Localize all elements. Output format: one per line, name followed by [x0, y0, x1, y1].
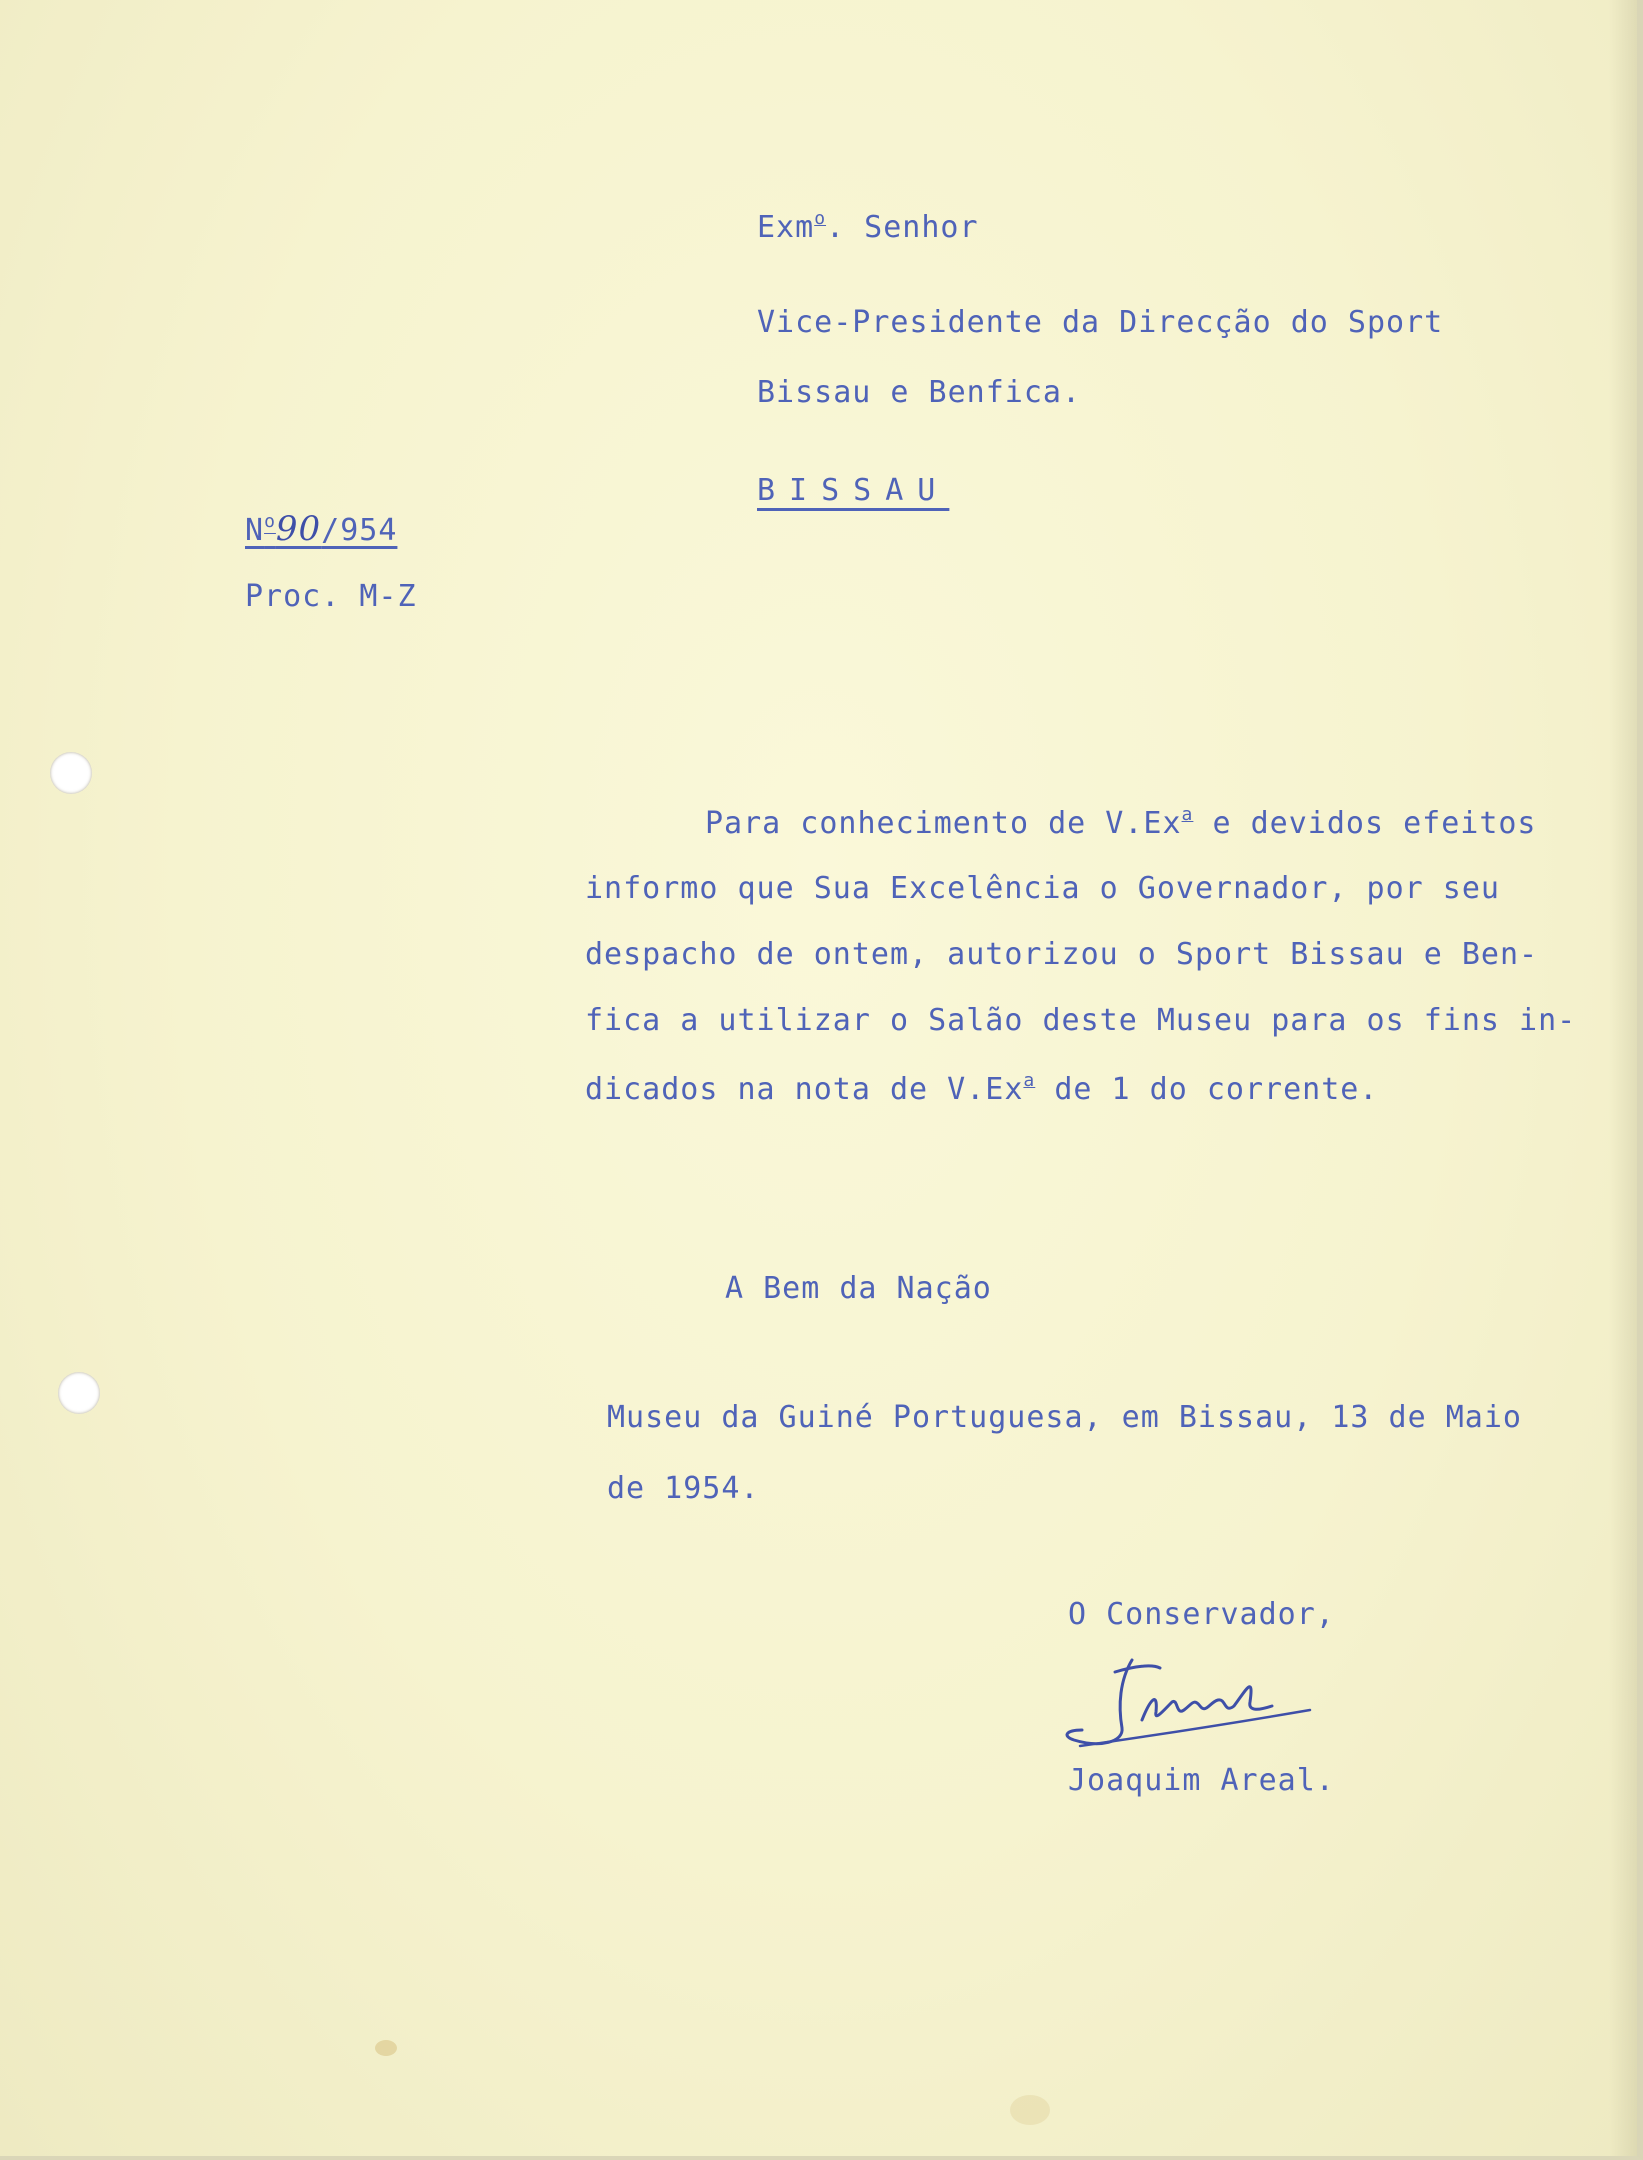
body-line-5: [585, 1072, 1378, 1105]
place-date-line-1: Museu da Guiné Portuguesa, em Bissau, 13 de Maio: [607, 1400, 1522, 1435]
recipient-city: BISSAU: [757, 473, 950, 508]
paper-stain: [1010, 2095, 1050, 2125]
signer-title: O Conservador,: [1068, 1597, 1335, 1632]
body-line-1-superscript: a: [1181, 804, 1194, 825]
body-line-1-a: Para conhecimento de V.Ex: [705, 806, 1182, 841]
body-line-5-a: dicados na nota de V.Ex: [585, 1072, 1024, 1107]
salutation: [757, 210, 979, 243]
paper-stain: [375, 2040, 397, 2056]
signer-name: Joaquim Areal.: [1068, 1763, 1335, 1798]
reference-number-prefix: N: [245, 513, 265, 548]
reference-number-suffix: /954: [321, 513, 398, 548]
salutation-suffix: . Senhor: [826, 210, 979, 245]
reference-number: [245, 509, 398, 549]
reference-number-superscript: o: [264, 511, 276, 532]
salutation-superscript: o: [814, 208, 827, 229]
handwritten-signature: [1060, 1650, 1320, 1760]
process-reference: Proc. M-Z: [245, 579, 417, 614]
salutation-prefix: Exm: [757, 210, 815, 245]
recipient-title-line-1: Vice-Presidente da Direcção do Sport: [757, 305, 1444, 340]
body-line-4: fica a utilizar o Salão deste Museu para os fins in-: [585, 1003, 1577, 1038]
body-line-3: despacho de ontem, autorizou o Sport Bissau e Ben-: [585, 937, 1539, 972]
body-line-2: informo que Sua Excelência o Governador, por seu: [585, 871, 1500, 906]
punch-hole-bottom: [58, 1372, 100, 1414]
body-line-5-superscript: a: [1023, 1070, 1036, 1091]
body-line-5-b: de 1 do corrente.: [1035, 1072, 1379, 1107]
recipient-title-line-2: Bissau e Benfica.: [757, 375, 1082, 410]
place-date-line-2: de 1954.: [607, 1471, 760, 1506]
body-line-1-b: e devidos efeitos: [1193, 806, 1537, 841]
body-line-1: [705, 806, 1537, 839]
closing-motto: A Bem da Nação: [725, 1271, 992, 1306]
reference-number-handwritten: 90: [275, 509, 322, 549]
punch-hole-top: [50, 752, 92, 794]
